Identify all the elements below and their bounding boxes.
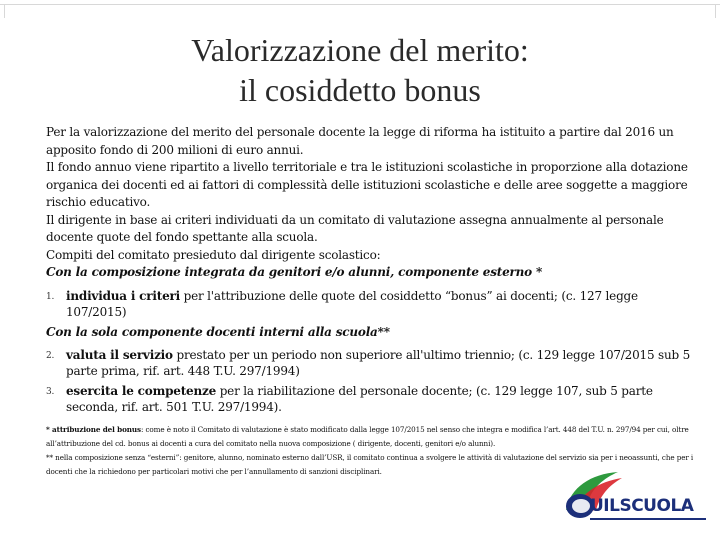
footnote-1 xyxy=(46,423,696,451)
slide-content xyxy=(46,124,696,479)
footnote-1-bold: * attribuzione del bonus xyxy=(46,425,141,434)
title-line-2: il cosiddetto bonus xyxy=(239,72,481,108)
paragraph-4: Compiti del comitato presieduto dal dirigente scolastico: xyxy=(46,247,381,262)
list-item-number: 1. xyxy=(46,291,55,302)
footnote-1-text: : come è noto il Comitato di valutazione è stato modificato dalla legge 107/2015 nel senso che integra e modifica l’art. 448 del T.U. n. 297/94 per cui, oltre all’attribuzione del cd. bonus ai docenti a cura del comitato nella nuova composizione ( dirigente, docenti, genitori e/o alunni). xyxy=(46,425,689,448)
title-line-1: Valorizzazione del merito: xyxy=(191,32,529,68)
list-item-number: 2. xyxy=(46,351,55,361)
list-item-number: 3. xyxy=(46,387,55,397)
top-frame-line xyxy=(0,4,720,5)
paragraph-2: Il fondo annuo viene ripartito a livello territoriale e tra le istituzioni scolastiche in proporzione alla dotazione organica dei docenti ed ai fattori di complessità delle istituzioni scolastiche e delle aree soggette a maggiore rischio educativo. xyxy=(46,160,688,209)
list-item xyxy=(46,383,696,415)
list-item-text: prestato per un periodo non superiore all'ultimo triennio; (c. 129 legge 107/2015 sub 5 parte prima, rif. art. 448 T.U. 297/1994) xyxy=(66,348,691,378)
list-item-bold: individua i criteri xyxy=(66,288,181,303)
list-integrated xyxy=(46,288,696,320)
list-item-bold: valuta il servizio xyxy=(66,348,173,362)
list-item xyxy=(46,288,696,320)
frame-corner-left xyxy=(4,4,19,18)
heading-integrated-composition: Con la composizione integrata da genitori e/o alunni, componente esterno * xyxy=(46,265,543,279)
frame-corner-right xyxy=(701,4,716,18)
paragraph-3: Il dirigente in base ai criteri individuati da un comitato di valutazione assegna annualmente al personale docente quote del fondo spettante alla scuola. xyxy=(46,212,664,244)
list-item-text: per l'attribuzione delle quote del cosiddetto “bonus” ai docenti; (c. 127 legge 107/2015) xyxy=(66,288,638,319)
list-item-text: per la riabilitazione del personale docente; (c. 129 legge 107, sub 5 parte seconda, rif. art. 501 T.U. 297/1994). xyxy=(66,384,653,414)
heading-internal-teachers: Con la sola componente docenti interni alla scuola** xyxy=(46,324,390,339)
list-item xyxy=(46,347,696,379)
list-internal xyxy=(46,347,696,415)
paragraph-1: Per la valorizzazione del merito del personale docente la legge di riforma ha istituito a partire dal 2016 un apposito fondo di 200 milioni di euro annui. xyxy=(46,125,674,157)
slide-title xyxy=(0,30,720,110)
footnote-2: ** nella composizione senza “esterni”: genitore, alunno, nominato esterno dall’USR, il comitato continua a svolgere le attività di valutazione del servizio sia per i neoassunti, che per i docenti che la richiedono per particolari motivi che per l’annullamento di sanzioni disciplinari. xyxy=(46,453,694,476)
list-item-bold: esercita le competenze xyxy=(66,384,217,398)
logo-text: UILSCUOLA xyxy=(590,496,694,516)
